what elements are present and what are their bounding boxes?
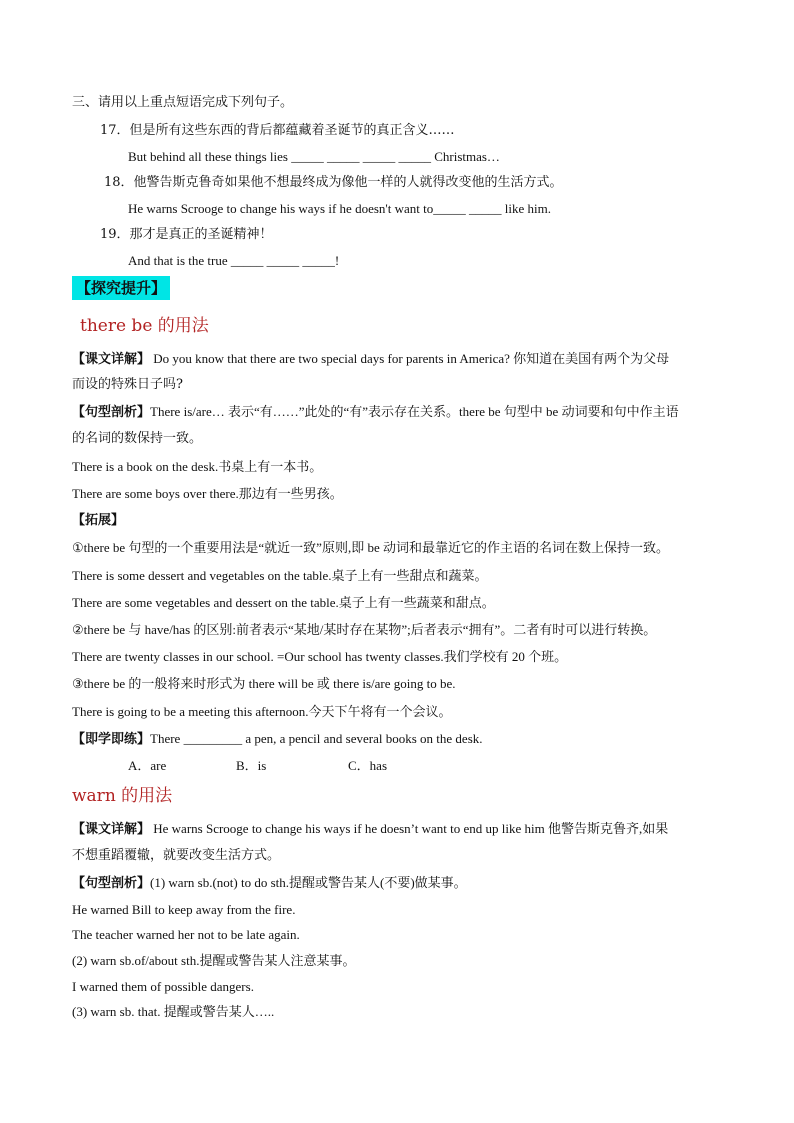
- example-sentence: I warned them of possible dangers.: [72, 979, 254, 994]
- question-19-english: And that is the true _____ _____ _____!: [128, 253, 340, 268]
- analysis-label: 【句型剖析】: [72, 405, 151, 420]
- text-detail-line-2: 不想重蹈覆辙，就要改变生活方式。: [72, 848, 281, 863]
- example-sentence: There is some dessert and vegetables on the table.桌子上有一些甜点和蔬菜。: [72, 568, 488, 583]
- example-sentence: There are some vegetables and dessert on the table.桌子上有一些蔬菜和甜点。: [72, 595, 495, 610]
- expand-point-1: ①there be 句型的一个重要用法是“就近一致”原则,即 be 动词和最靠近它的作主语的名词在数上保持一致。: [72, 540, 669, 555]
- analysis-line-2: 的名词的数保持一致。: [72, 431, 203, 446]
- explore-label: 【探究提升】: [72, 276, 170, 300]
- option-b: B．is: [236, 758, 267, 773]
- usage-2: (2) warn sb.of/about sth.提醒或警告某人注意某事。: [72, 953, 356, 968]
- example-sentence: He warned Bill to keep away from the fire.: [72, 902, 296, 917]
- expand-point-3: ③there be 的一般将来时形式为 there will be 或 there is/are going to be.: [72, 676, 456, 691]
- there-be-heading: there be 的用法: [80, 316, 209, 336]
- warn-analysis: [72, 874, 467, 893]
- usage-3: (3) warn sb. that. 提醒或警告某人…..: [72, 1004, 275, 1019]
- analysis-line: There is/are… 表示“有……”此处的“有”表示存在关系。there be 句型中 be 动词要和句中作主语: [150, 404, 679, 419]
- question-17-chinese: 17．但是所有这些东西的背后都蕴藏着圣诞节的真正含义……: [100, 123, 455, 138]
- expand-point-2: ②there be 与 have/has 的区别:前者表示“某地/某时存在某物”;后者表示“拥有”。二者有时可以进行转换。: [72, 622, 657, 637]
- example-sentence: There is going to be a meeting this afternoon.今天下午将有一个会议。: [72, 704, 452, 719]
- text-detail-line: He warns Scrooge to change his ways if he doesn’t want to end up like him 他警告斯克鲁齐,如果: [150, 821, 669, 836]
- example-sentence: There are some boys over there.那边有一些男孩。: [72, 486, 343, 501]
- example-sentence: There are twenty classes in our school. =Our school has twenty classes.我们学校有 20 个班。: [72, 649, 568, 664]
- warn-heading: warn 的用法: [72, 786, 173, 806]
- practice-question: There _________ a pen, a pencil and several books on the desk.: [150, 731, 483, 746]
- there-be-analysis: [72, 403, 679, 422]
- option-c: C．has: [348, 758, 388, 773]
- practice: [72, 730, 483, 749]
- analysis-line: (1) warn sb.(not) to do sth.提醒或警告某人(不要)做某事。: [150, 875, 467, 890]
- there-be-text-detail: [72, 350, 669, 369]
- option-a: A．are: [128, 758, 167, 773]
- expand-label: 【拓展】: [72, 513, 125, 528]
- question-18-english: He warns Scrooge to change his ways if he doesn't want to_____ _____ like him.: [128, 201, 551, 216]
- question-17-english: But behind all these things lies _____ _____ _____ _____ Christmas…: [128, 149, 500, 164]
- warn-text-detail: [72, 820, 668, 839]
- section-title: 三、请用以上重点短语完成下列句子。: [72, 95, 294, 110]
- text-detail-label: 【课文详解】: [72, 822, 151, 837]
- question-19-chinese: 19．那才是真正的圣诞精神！: [100, 227, 273, 242]
- example-sentence: There is a book on the desk.书桌上有一本书。: [72, 459, 323, 474]
- example-sentence: The teacher warned her not to be late again.: [72, 927, 300, 942]
- question-18-chinese: 18．他警告斯克鲁奇如果他不想最终成为像他一样的人就得改变他的生活方式。: [104, 175, 563, 190]
- analysis-label: 【句型剖析】: [72, 876, 151, 891]
- text-detail-line-2: 而设的特殊日子吗?: [72, 377, 183, 392]
- text-detail-label: 【课文详解】: [72, 352, 151, 367]
- practice-label: 【即学即练】: [72, 732, 151, 747]
- text-detail-line: Do you know that there are two special days for parents in America? 你知道在美国有两个为父母: [150, 351, 670, 366]
